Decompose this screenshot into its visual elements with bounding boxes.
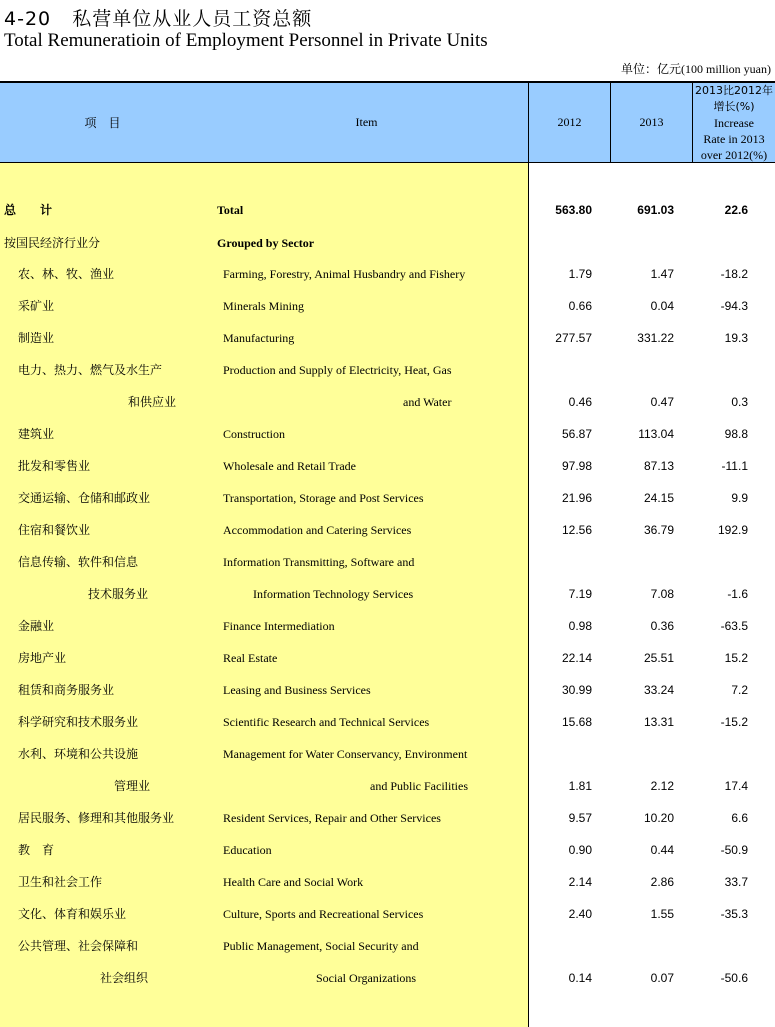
item-name-en: Culture, Sports and Recreational Services [223,907,424,921]
header-2012: 2012 [557,115,582,129]
item-name-cn: 总 计 [4,203,53,217]
item-name-cn: 科学研究和技术服务业 [18,715,139,729]
table-row [0,546,775,578]
item-name-cn: 批发和零售业 [18,459,91,473]
value-2012 [530,930,592,962]
increase-rate: -18.2 [720,267,748,281]
header-item-cn: 项 目 [84,116,121,130]
value-2012: 15.68 [561,715,592,729]
value-2013: 0.36 [650,619,674,633]
item-name-cn: 交通运输、仓储和邮政业 [18,491,151,505]
item-name-en: Information Transmitting, Software and [223,555,415,569]
item-name-en: Resident Services, Repair and Other Services [223,811,441,825]
item-name-cn: 电力、热力、燃气及水生产 [18,363,163,377]
value-2013: 33.24 [643,683,674,697]
item-name-cn: 文化、体育和娱乐业 [18,907,127,921]
value-2013: 0.04 [650,299,674,313]
item-name-en: Scientific Research and Technical Services [223,715,430,729]
item-name-cn: 制造业 [18,331,55,345]
increase-rate: 9.9 [731,491,748,505]
value-2012: 12.56 [561,523,592,537]
table-row [0,834,775,866]
item-name-cn: 金融业 [18,619,55,633]
item-name-cn: 卫生和社会工作 [18,875,103,889]
value-2012: 56.87 [561,427,592,441]
item-name-en: and Public Facilities [370,779,468,793]
table-row [0,866,775,898]
increase-rate [680,930,748,962]
item-name-cn: 房地产业 [18,651,67,665]
table-row [0,898,775,930]
item-name-en: Public Management, Social Security and [223,939,419,953]
item-name-cn: 按国民经济行业分 [4,236,101,250]
value-2012: 2.14 [568,875,592,889]
item-name-en: Wholesale and Retail Trade [223,459,356,473]
table-row [0,418,775,450]
item-name-cn: 居民服务、修理和其他服务业 [18,811,175,825]
increase-rate: 7.2 [731,683,748,697]
table-row [0,578,775,610]
value-2012: 30.99 [561,683,592,697]
item-name-en: Finance Intermediation [223,619,335,633]
increase-rate: -15.2 [720,715,748,729]
value-2013 [612,546,674,578]
value-2012: 9.57 [568,811,592,825]
value-2013: 10.20 [643,811,674,825]
table-row [0,258,775,290]
table-title-en: Total Remuneratioin of Employment Personnel in Private Units [4,30,488,51]
item-name-cn: 水利、环境和公共设施 [18,747,139,761]
table-row [0,770,775,802]
increase-rate [680,227,748,259]
value-2012: 563.80 [555,203,592,217]
unit-label: 单位：亿元(100 million yuan) [620,62,771,76]
item-name-cn: 技术服务业 [88,587,149,601]
increase-rate: -50.9 [720,843,748,857]
value-2012 [530,227,592,259]
value-2012: 0.14 [568,971,592,985]
header-item-en: Item [355,115,378,129]
value-2012: 277.57 [555,331,592,345]
table-row [0,962,775,994]
value-2012: 0.66 [568,299,592,313]
value-2013: 1.47 [650,267,674,281]
item-name-en: Minerals Mining [223,299,304,313]
item-name-cn: 公共管理、社会保障和 [18,939,139,953]
item-name-en: Real Estate [223,651,278,665]
item-name-en: Management for Water Conservancy, Environment [223,747,468,761]
header-rate: 2013比2012年 增长(%) Increase Rate in 2013 over 2012(%) [695,83,773,162]
table-row [0,322,775,354]
table-row [0,738,775,770]
value-2012: 2.40 [568,907,592,921]
item-name-en: and Water [403,395,452,409]
value-2012: 97.98 [561,459,592,473]
value-2012: 1.81 [568,779,592,793]
table-title-cn: 4-20 私营单位从业人员工资总额 [4,8,313,30]
increase-rate: -63.5 [720,619,748,633]
value-2013: 36.79 [643,523,674,537]
value-2013: 7.08 [650,587,674,601]
item-name-en: Health Care and Social Work [223,875,364,889]
increase-rate: 6.6 [731,811,748,825]
value-2012: 1.79 [568,267,592,281]
increase-rate: 17.4 [724,779,748,793]
value-2013: 1.55 [650,907,674,921]
item-name-cn: 和供应业 [128,395,177,409]
item-name-cn: 教 育 [18,843,55,857]
item-name-cn: 管理业 [114,779,151,793]
increase-rate: 19.3 [724,331,748,345]
table-row [0,386,775,418]
item-name-en: Education [223,843,272,857]
value-2013: 13.31 [643,715,674,729]
value-2013: 0.47 [650,395,674,409]
value-2012: 7.19 [568,587,592,601]
value-2013: 2.12 [650,779,674,793]
value-2013: 0.44 [650,843,674,857]
item-name-cn: 农、林、牧、渔业 [18,267,115,281]
item-name-en: Grouped by Sector [217,236,315,250]
value-2012 [530,546,592,578]
table-row [0,290,775,322]
item-name-cn: 信息传输、软件和信息 [18,555,139,569]
header-2013: 2013 [639,115,664,129]
value-2013 [612,227,674,259]
increase-rate: 0.3 [731,395,748,409]
item-name-en: Production and Supply of Electricity, Heat, Gas [223,363,452,377]
value-2013: 0.07 [650,971,674,985]
value-2013: 113.04 [638,427,674,441]
item-name-en: Construction [223,427,285,441]
item-name-cn: 采矿业 [18,299,55,313]
increase-rate: -94.3 [720,299,748,313]
value-2013 [612,354,674,386]
increase-rate: -1.6 [727,587,748,601]
increase-rate [680,354,748,386]
increase-rate: -50.6 [720,971,748,985]
value-2012 [530,354,592,386]
table-row [0,706,775,738]
increase-rate [680,546,748,578]
increase-rate: 192.9 [717,523,748,537]
value-2013: 331.22 [637,331,674,345]
value-2012: 21.96 [561,491,592,505]
table-row [0,450,775,482]
value-2012: 0.46 [568,395,592,409]
table-row [0,642,775,674]
value-2013: 691.03 [637,203,674,217]
table-row [0,610,775,642]
table-row [0,354,775,386]
increase-rate: 33.7 [724,875,748,889]
increase-rate: 22.6 [724,203,748,217]
item-name-cn: 租赁和商务服务业 [18,683,115,697]
increase-rate: 98.8 [724,427,748,441]
value-2012: 22.14 [561,651,592,665]
table-row [0,482,775,514]
item-name-en: Farming, Forestry, Animal Husbandry and Fishery [223,267,466,281]
item-name-cn: 住宿和餐饮业 [18,523,91,537]
increase-rate [680,738,748,770]
item-name-en: Accommodation and Catering Services [223,523,412,537]
item-name-en: Leasing and Business Services [223,683,371,697]
item-name-en: Social Organizations [316,971,417,985]
increase-rate: -11.1 [721,459,748,473]
increase-rate: 15.2 [724,651,748,665]
table-row [0,194,775,226]
value-2012: 0.98 [568,619,592,633]
item-name-en: Total [217,203,244,217]
item-name-cn: 建筑业 [18,427,55,441]
value-2013: 24.15 [643,491,674,505]
value-2012: 0.90 [568,843,592,857]
item-name-en: Manufacturing [223,331,295,345]
item-name-en: Transportation, Storage and Post Services [223,491,424,505]
item-name-cn: 社会组织 [100,971,149,985]
value-2013 [612,930,674,962]
item-name-en: Information Technology Services [253,587,414,601]
increase-rate: -35.3 [720,907,748,921]
value-2013: 87.13 [643,459,674,473]
table-row [0,802,775,834]
table-header [0,81,775,163]
value-2013: 25.51 [643,651,674,665]
table-row [0,227,775,259]
value-2013 [612,738,674,770]
value-2013: 2.86 [650,875,674,889]
table-row [0,674,775,706]
value-2012 [530,738,592,770]
table-row [0,514,775,546]
table-row [0,930,775,962]
